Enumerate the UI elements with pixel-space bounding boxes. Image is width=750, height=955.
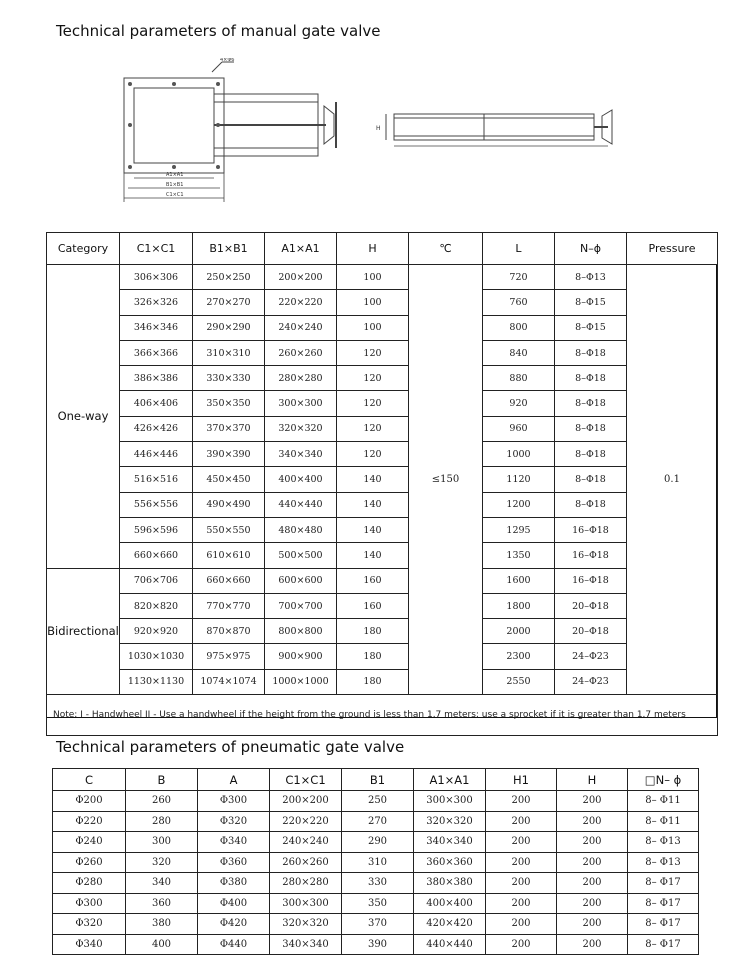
table-cell: 880 <box>483 366 555 391</box>
table-cell: 800 <box>483 315 555 340</box>
table-cell: 200×200 <box>270 791 342 812</box>
valve-side-view-drawing <box>372 100 632 170</box>
table-cell: 920 <box>483 391 555 416</box>
table-cell: 1120 <box>483 467 555 492</box>
table-cell: Φ440 <box>198 934 270 955</box>
table-cell: 360 <box>126 893 198 914</box>
table-cell: 300×300 <box>265 391 337 416</box>
pneumatic-header-cell: A1×A1 <box>414 769 486 791</box>
table-cell: 556×556 <box>120 492 193 517</box>
table-cell: Φ420 <box>198 914 270 935</box>
table-cell: 310 <box>342 852 414 873</box>
table-cell: 200 <box>486 914 557 935</box>
table-cell: 200 <box>486 852 557 873</box>
table-cell: 340×340 <box>414 832 486 853</box>
table-cell: Φ380 <box>198 873 270 894</box>
table-cell: 160 <box>337 568 409 593</box>
table-cell: 140 <box>337 492 409 517</box>
table-cell: Φ360 <box>198 852 270 873</box>
table-cell: 280×280 <box>265 366 337 391</box>
table-row <box>53 934 699 955</box>
table-cell: 340×340 <box>265 442 337 467</box>
pneumatic-header-cell: H1 <box>486 769 557 791</box>
table-cell: 2300 <box>483 644 555 669</box>
table-cell: 120 <box>337 416 409 441</box>
table-cell: 380×380 <box>414 873 486 894</box>
table-cell: 360×360 <box>414 852 486 873</box>
table-cell: 870×870 <box>193 619 265 644</box>
table-row <box>47 543 718 568</box>
table-cell: 16–Φ18 <box>555 517 627 542</box>
table-cell: 706×706 <box>120 568 193 593</box>
table-row <box>53 893 699 914</box>
table-cell: 140 <box>337 517 409 542</box>
table-cell: 306×306 <box>120 265 193 290</box>
table-cell: 440×440 <box>414 934 486 955</box>
table-row <box>47 315 718 340</box>
flange-hole-label: 4×Φ6 <box>220 58 235 63</box>
manual-header-cell: ℃ <box>409 233 483 265</box>
table-cell: 500×500 <box>265 543 337 568</box>
pneumatic-header-cell: C1×C1 <box>270 769 342 791</box>
pneumatic-header-cell: B <box>126 769 198 791</box>
table-cell: 290 <box>342 832 414 853</box>
table-cell: 1600 <box>483 568 555 593</box>
table-row <box>47 467 718 492</box>
table-cell: 700×700 <box>265 593 337 618</box>
table-cell: 2550 <box>483 669 555 694</box>
table-cell: 320×320 <box>265 416 337 441</box>
valve-front-view-drawing <box>110 58 350 208</box>
category-cell: One-way <box>47 265 120 569</box>
table-cell: 390 <box>342 934 414 955</box>
table-cell: 1350 <box>483 543 555 568</box>
table-cell: 290×290 <box>193 315 265 340</box>
table-row <box>47 366 718 391</box>
table-cell: Φ340 <box>53 934 126 955</box>
table-cell: 8–Φ13 <box>555 265 627 290</box>
table-cell: 8–Φ15 <box>555 290 627 315</box>
table-cell: Φ280 <box>53 873 126 894</box>
table-cell: 300×300 <box>414 791 486 812</box>
pneumatic-header-cell: C <box>53 769 126 791</box>
table-cell: 1130×1130 <box>120 669 193 694</box>
manual-section-title: Technical parameters of manual gate valve <box>56 22 381 40</box>
table-cell: 720 <box>483 265 555 290</box>
table-cell: 920×920 <box>120 619 193 644</box>
table-row <box>47 619 718 644</box>
table-cell: Φ300 <box>53 893 126 914</box>
table-row <box>47 593 718 618</box>
manual-header-cell: Category <box>47 233 120 265</box>
table-cell: 20–Φ18 <box>555 619 627 644</box>
table-cell: 8– Φ11 <box>628 811 699 832</box>
table-cell: 1295 <box>483 517 555 542</box>
table-cell: 320 <box>126 852 198 873</box>
table-cell: 8–Φ18 <box>555 366 627 391</box>
manual-header-cell: H <box>337 233 409 265</box>
table-cell: 270 <box>342 811 414 832</box>
table-cell: 200 <box>557 791 628 812</box>
table-cell: 8–Φ18 <box>555 442 627 467</box>
table-cell: Φ300 <box>198 791 270 812</box>
table-cell: 660×660 <box>193 568 265 593</box>
table-cell: 310×310 <box>193 340 265 365</box>
table-cell: 420×420 <box>414 914 486 935</box>
table-cell: 346×346 <box>120 315 193 340</box>
table-cell: 390×390 <box>193 442 265 467</box>
table-cell: 330 <box>342 873 414 894</box>
table-cell: 140 <box>337 467 409 492</box>
table-row <box>47 416 718 441</box>
table-cell: 386×386 <box>120 366 193 391</box>
table-cell: Φ400 <box>198 893 270 914</box>
table-cell: 280 <box>126 811 198 832</box>
table-cell: 220×220 <box>270 811 342 832</box>
pneumatic-parameters-table <box>52 768 699 955</box>
table-cell: 180 <box>337 644 409 669</box>
dimension-c1-label: C1×C1 <box>166 192 184 198</box>
table-cell: 8–Φ18 <box>555 467 627 492</box>
table-cell: 200 <box>557 934 628 955</box>
table-row <box>47 340 718 365</box>
table-cell: Φ200 <box>53 791 126 812</box>
table-cell: 200 <box>557 873 628 894</box>
table-cell: 200 <box>557 914 628 935</box>
table-row <box>53 873 699 894</box>
table-row <box>47 669 718 694</box>
table-cell: 400×400 <box>414 893 486 914</box>
table-row <box>47 391 718 416</box>
table-cell: 400 <box>126 934 198 955</box>
manual-header-cell: Pressure <box>627 233 718 265</box>
dimension-h-label: H <box>376 125 381 132</box>
table-cell: 770×770 <box>193 593 265 618</box>
table-cell: 800×800 <box>265 619 337 644</box>
table-cell: 480×480 <box>265 517 337 542</box>
table-row <box>47 265 718 290</box>
table-cell: 975×975 <box>193 644 265 669</box>
table-row <box>53 811 699 832</box>
table-cell: 406×406 <box>120 391 193 416</box>
table-cell: 200×200 <box>265 265 337 290</box>
table-cell: 120 <box>337 442 409 467</box>
table-cell: 2000 <box>483 619 555 644</box>
table-cell: 270×270 <box>193 290 265 315</box>
table-row <box>47 568 718 593</box>
table-cell: 550×550 <box>193 517 265 542</box>
table-row <box>47 517 718 542</box>
table-note: Note: I - Handwheel II - Use a handwheel if the height from the ground is less than 1.7 meters; use a sprocket if it is greater than 1.7 meters <box>47 695 718 736</box>
table-cell: 120 <box>337 366 409 391</box>
table-cell: 100 <box>337 315 409 340</box>
table-cell: 380 <box>126 914 198 935</box>
table-cell: 610×610 <box>193 543 265 568</box>
table-cell: 260 <box>126 791 198 812</box>
table-cell: 200 <box>557 832 628 853</box>
table-cell: 450×450 <box>193 467 265 492</box>
table-row <box>47 442 718 467</box>
table-cell: 8–Φ18 <box>555 492 627 517</box>
table-cell: 366×366 <box>120 340 193 365</box>
table-cell: 760 <box>483 290 555 315</box>
table-cell: 200 <box>486 832 557 853</box>
manual-header-cell: N–ϕ <box>555 233 627 265</box>
table-cell: 8–Φ18 <box>555 391 627 416</box>
manual-header-cell: A1×A1 <box>265 233 337 265</box>
table-cell: 340×340 <box>270 934 342 955</box>
table-cell: 370×370 <box>193 416 265 441</box>
table-cell: 260×260 <box>265 340 337 365</box>
table-cell: 350 <box>342 893 414 914</box>
table-cell: 16–Φ18 <box>555 543 627 568</box>
table-cell: 1074×1074 <box>193 669 265 694</box>
table-cell: 100 <box>337 290 409 315</box>
table-cell: 120 <box>337 340 409 365</box>
table-cell: 200 <box>486 811 557 832</box>
table-cell: 24–Φ23 <box>555 669 627 694</box>
table-cell: 250 <box>342 791 414 812</box>
category-cell: Bidirectional <box>47 568 120 694</box>
table-cell: 320×320 <box>270 914 342 935</box>
pneumatic-header-cell: □N– ϕ <box>628 769 699 791</box>
table-cell: 600×600 <box>265 568 337 593</box>
table-cell: 180 <box>337 669 409 694</box>
table-cell: 24–Φ23 <box>555 644 627 669</box>
table-cell: 8– Φ17 <box>628 893 699 914</box>
table-cell: 250×250 <box>193 265 265 290</box>
table-row <box>53 914 699 935</box>
table-cell: 8– Φ13 <box>628 832 699 853</box>
pneumatic-header-row <box>53 769 699 791</box>
table-cell: Φ320 <box>53 914 126 935</box>
table-cell: 516×516 <box>120 467 193 492</box>
table-cell: 440×440 <box>265 492 337 517</box>
note-row <box>47 695 718 736</box>
table-cell: 220×220 <box>265 290 337 315</box>
table-cell: 490×490 <box>193 492 265 517</box>
temperature-cell: ≤150 <box>409 265 483 695</box>
table-cell: Φ340 <box>198 832 270 853</box>
table-cell: 340 <box>126 873 198 894</box>
pneumatic-header-cell: B1 <box>342 769 414 791</box>
table-cell: 260×260 <box>270 852 342 873</box>
table-cell: 426×426 <box>120 416 193 441</box>
pneumatic-section-title: Technical parameters of pneumatic gate valve <box>56 738 405 756</box>
table-cell: 400×400 <box>265 467 337 492</box>
table-cell: Φ260 <box>53 852 126 873</box>
table-cell: 8–Φ18 <box>555 340 627 365</box>
table-cell: 120 <box>337 391 409 416</box>
table-cell: 100 <box>337 265 409 290</box>
table-cell: 446×446 <box>120 442 193 467</box>
pneumatic-header-cell: H <box>557 769 628 791</box>
table-cell: Φ240 <box>53 832 126 853</box>
table-row <box>47 492 718 517</box>
table-cell: 820×820 <box>120 593 193 618</box>
table-cell: 200 <box>486 791 557 812</box>
table-row <box>47 290 718 315</box>
table-row <box>53 852 699 873</box>
table-cell: 200 <box>557 893 628 914</box>
table-cell: 280×280 <box>270 873 342 894</box>
table-cell: 326×326 <box>120 290 193 315</box>
table-cell: 596×596 <box>120 517 193 542</box>
table-cell: 200 <box>486 934 557 955</box>
table-cell: Φ220 <box>53 811 126 832</box>
table-cell: 140 <box>337 543 409 568</box>
table-cell: 8– Φ11 <box>628 791 699 812</box>
table-cell: 8– Φ17 <box>628 873 699 894</box>
dimension-a1-label: A1×A1 <box>166 172 184 178</box>
table-cell: 200 <box>557 852 628 873</box>
table-cell: 350×350 <box>193 391 265 416</box>
table-cell: 300 <box>126 832 198 853</box>
manual-header-cell: L <box>483 233 555 265</box>
table-cell: 200 <box>486 873 557 894</box>
table-cell: 900×900 <box>265 644 337 669</box>
table-cell: 1200 <box>483 492 555 517</box>
table-cell: 1030×1030 <box>120 644 193 669</box>
table-cell: Φ320 <box>198 811 270 832</box>
table-cell: 200 <box>557 811 628 832</box>
table-cell: 20–Φ18 <box>555 593 627 618</box>
table-cell: 300×300 <box>270 893 342 914</box>
table-row <box>47 644 718 669</box>
table-cell: 960 <box>483 416 555 441</box>
table-cell: 240×240 <box>265 315 337 340</box>
table-cell: 320×320 <box>414 811 486 832</box>
manual-parameters-table <box>46 232 718 736</box>
table-cell: 8–Φ15 <box>555 315 627 340</box>
table-cell: 840 <box>483 340 555 365</box>
table-cell: 330×330 <box>193 366 265 391</box>
table-cell: 370 <box>342 914 414 935</box>
table-cell: 180 <box>337 619 409 644</box>
table-cell: 8– Φ17 <box>628 914 699 935</box>
table-cell: 240×240 <box>270 832 342 853</box>
dimension-b1-label: B1×B1 <box>166 182 184 188</box>
table-cell: 1000 <box>483 442 555 467</box>
table-cell: 1800 <box>483 593 555 618</box>
table-cell: 16–Φ18 <box>555 568 627 593</box>
table-cell: 660×660 <box>120 543 193 568</box>
manual-header-cell: B1×B1 <box>193 233 265 265</box>
manual-header-row <box>47 233 718 265</box>
table-cell: 8–Φ18 <box>555 416 627 441</box>
pressure-cell: 0.1 <box>627 265 718 695</box>
table-cell: 8– Φ17 <box>628 934 699 955</box>
pneumatic-header-cell: A <box>198 769 270 791</box>
table-cell: 160 <box>337 593 409 618</box>
manual-header-cell: C1×C1 <box>120 233 193 265</box>
table-row <box>53 791 699 812</box>
table-row <box>53 832 699 853</box>
table-cell: 200 <box>486 893 557 914</box>
table-cell: 8– Φ13 <box>628 852 699 873</box>
table-cell: 1000×1000 <box>265 669 337 694</box>
